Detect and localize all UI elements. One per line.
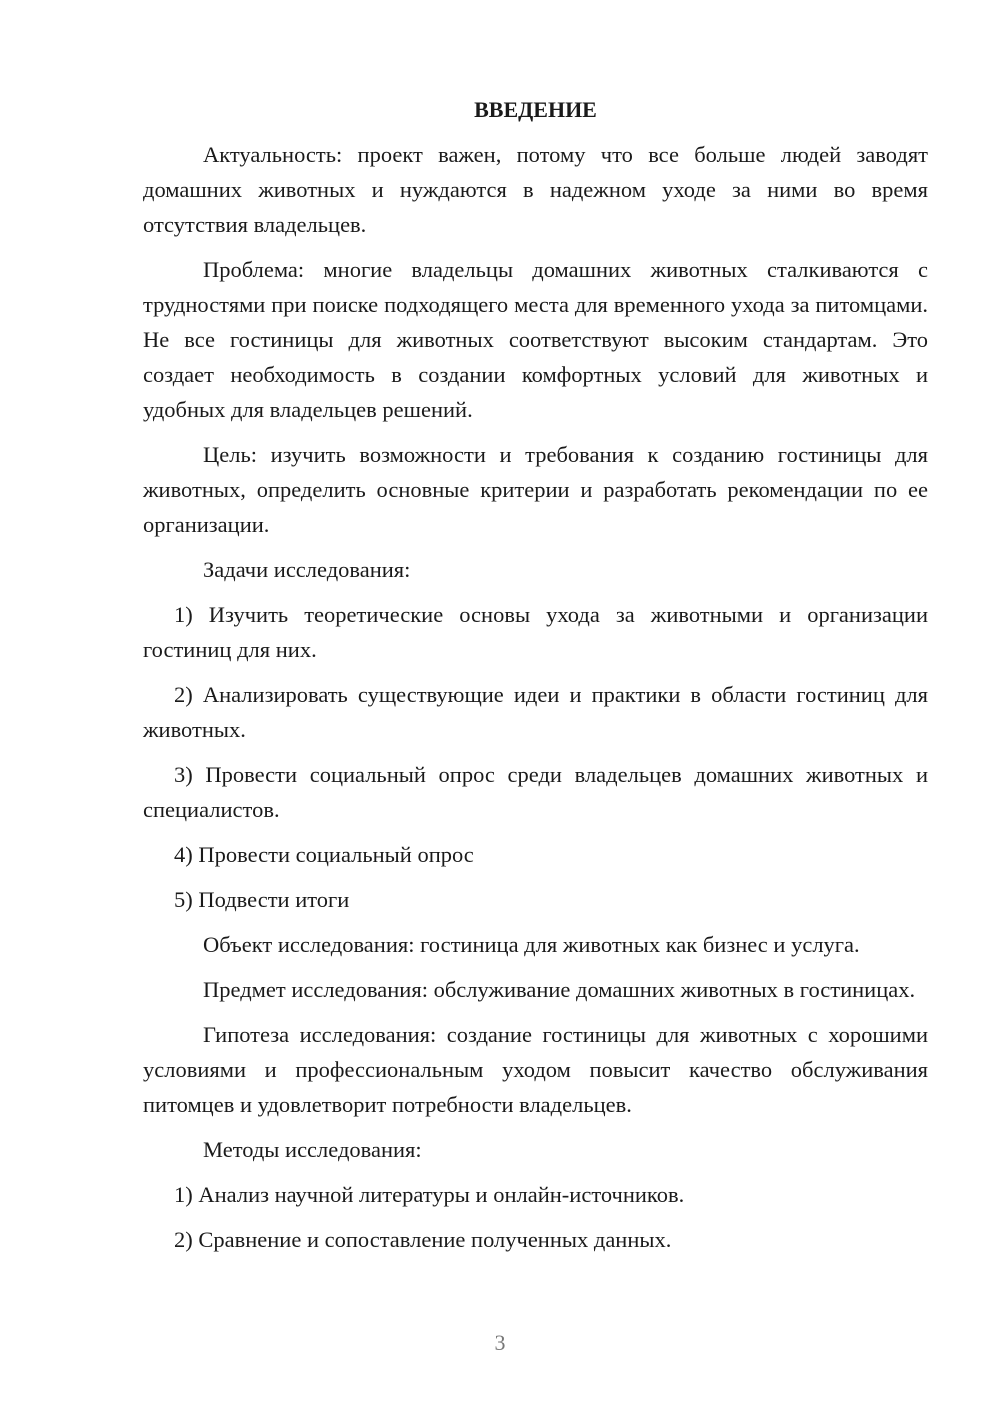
list-item-task-2: 2) Анализировать существующие идеи и практики в области гостиниц для животных. xyxy=(143,682,928,742)
paragraph-object: Объект исследования: гостиница для животных как бизнес и услуга. xyxy=(203,932,860,957)
paragraph-relevance: Актуальность: проект важен, потому что все больше людей заводят домашних животных и нуждаются в надежном уходе за ними во время отсутствия владельцев. xyxy=(143,142,928,237)
list-item-task-3: 3) Провести социальный опрос среди владельцев домашних животных и специалистов. xyxy=(143,762,928,822)
paragraph-methods-heading: Методы исследования: xyxy=(203,1137,422,1162)
paragraph-goal: Цель: изучить возможности и требования к созданию гостиницы для животных, определить основные критерии и разработать рекомендации по ее организации. xyxy=(143,442,928,537)
list-item-task-5: 5) Подвести итоги xyxy=(174,887,350,912)
paragraph-tasks-heading: Задачи исследования: xyxy=(203,557,411,582)
page-number: 3 xyxy=(494,1330,506,1355)
list-item-method-2: 2) Сравнение и сопоставление полученных данных. xyxy=(174,1227,672,1252)
section-title: ВВЕДЕНИЕ xyxy=(474,97,597,122)
paragraph-hypothesis: Гипотеза исследования: создание гостиницы для животных с хорошими условиями и профессиональным уходом повысит качество обслуживания питомцев и удовлетворит потребности владельцев. xyxy=(143,1022,928,1117)
list-item-task-1: 1) Изучить теоретические основы ухода за животными и организации гостиниц для них. xyxy=(143,602,928,662)
paragraph-subject: Предмет исследования: обслуживание домашних животных в гостиницах. xyxy=(203,977,916,1002)
list-item-method-1: 1) Анализ научной литературы и онлайн-источников. xyxy=(174,1182,685,1207)
paragraph-problem: Проблема: многие владельцы домашних животных сталкиваются с трудностями при поиске подходящего места для временного ухода за питомцами. Не все гостиницы для животных соответствуют высоким стандартам. Это создает необходимость в создании комфортных условий для животных и удобных для владельцев решений. xyxy=(143,257,928,422)
document-page xyxy=(143,92,928,1267)
list-item-task-4: 4) Провести социальный опрос xyxy=(174,842,474,867)
